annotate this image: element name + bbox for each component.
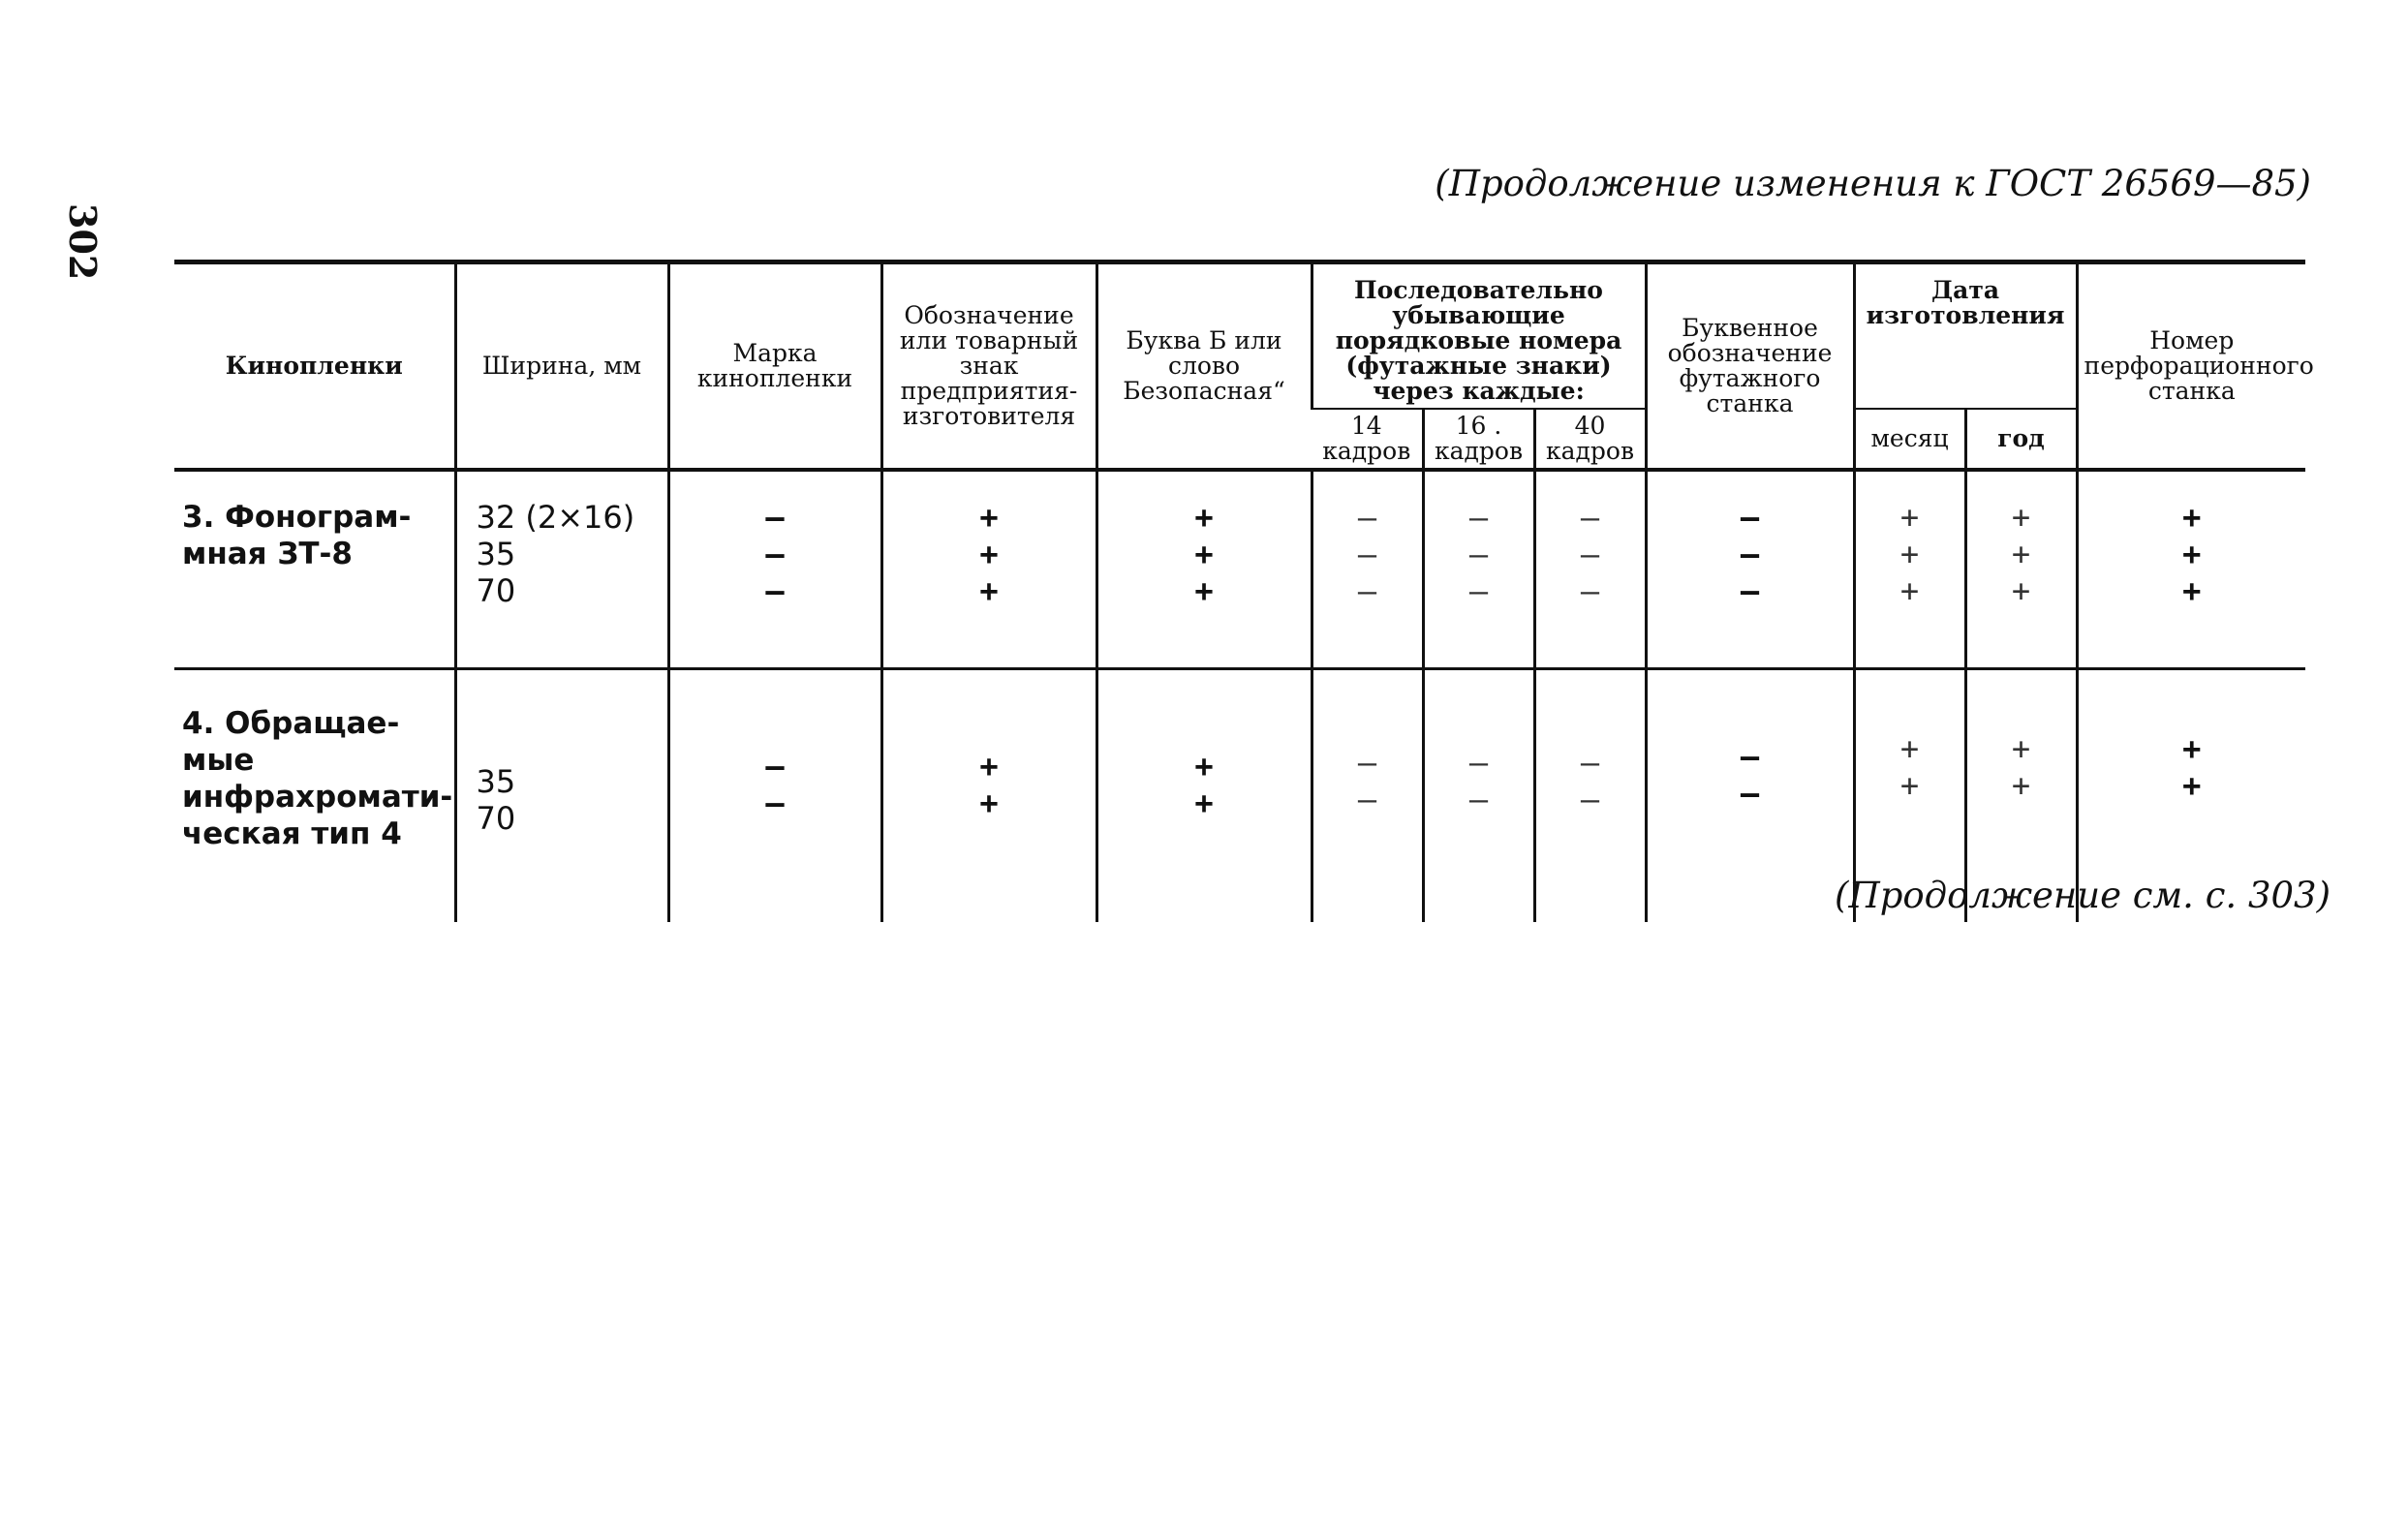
plus-mark: + xyxy=(979,748,999,785)
dash-mark: — xyxy=(1357,536,1377,572)
header-frames-16: 16 . кадров xyxy=(1423,409,1534,470)
width-value: 35 xyxy=(476,536,516,572)
frames-16-cell xyxy=(1423,470,1534,669)
designation-cell xyxy=(881,470,1096,669)
dash-mark: — xyxy=(1468,536,1489,572)
width-cell xyxy=(455,470,668,669)
header-frames-40: 40 кадров xyxy=(1534,409,1646,470)
width-value: 70 xyxy=(476,800,516,837)
plus-mark: + xyxy=(1194,499,1214,536)
plus-mark: + xyxy=(1194,748,1214,785)
plus-mark: + xyxy=(1899,499,1920,536)
plus-mark: + xyxy=(1194,785,1214,821)
dash-mark: — xyxy=(1740,572,1760,609)
plus-mark: + xyxy=(979,499,999,536)
dash-mark: — xyxy=(1740,499,1760,536)
frames-14-cell xyxy=(1312,669,1423,923)
dash-mark: — xyxy=(1468,572,1489,609)
header-sequential-numbers: Последовательно убывающие порядковые номера (футажные знаки) через каждые: xyxy=(1312,262,1646,410)
dash-mark: — xyxy=(1740,775,1760,812)
film-name-line: 4. Обращае- xyxy=(182,706,400,741)
dash-mark: — xyxy=(765,536,785,572)
width-value: 70 xyxy=(476,572,516,609)
designation-cell xyxy=(881,669,1096,923)
dash-mark: — xyxy=(765,785,785,821)
plus-mark: + xyxy=(2182,767,2202,804)
header-perforation-number: Номер перфорационного станка xyxy=(2077,262,2305,471)
dash-mark: — xyxy=(1357,781,1377,817)
header-frames-14: 14 кадров xyxy=(1312,409,1423,470)
year-cell xyxy=(1965,470,2077,669)
dash-mark: — xyxy=(1357,499,1377,536)
dash-mark: — xyxy=(1580,744,1600,781)
letter-designation-cell xyxy=(1646,669,1854,923)
specification-table xyxy=(174,260,2314,922)
dash-mark: — xyxy=(765,572,785,609)
table-header xyxy=(174,262,2314,471)
plus-mark: + xyxy=(2011,572,2031,609)
plus-mark: + xyxy=(1194,536,1214,572)
dash-mark: — xyxy=(765,748,785,785)
width-value: 32 (2×16) xyxy=(476,499,635,536)
dash-mark: — xyxy=(1580,781,1600,817)
header-brand: Марка кинопленки xyxy=(668,262,881,471)
dash-mark: — xyxy=(1580,572,1600,609)
plus-mark: + xyxy=(2011,767,2031,804)
header-designation: Обозначение или товарный знак предприятия-изготовителя xyxy=(881,262,1096,471)
dash-mark: — xyxy=(1580,499,1600,536)
header-width: Ширина, мм xyxy=(455,262,668,471)
page-number: 302 xyxy=(61,203,105,281)
dash-mark: — xyxy=(1468,499,1489,536)
frames-14-cell xyxy=(1312,470,1423,669)
film-name-line: мная ЗТ-8 xyxy=(182,537,353,571)
dash-mark: — xyxy=(1357,572,1377,609)
plus-mark: + xyxy=(2011,730,2031,767)
plus-mark: + xyxy=(2182,572,2202,609)
brand-cell xyxy=(668,470,881,669)
plus-mark: + xyxy=(979,536,999,572)
letter-b-cell xyxy=(1096,669,1312,923)
plus-mark: + xyxy=(1899,767,1920,804)
film-name-cell xyxy=(174,470,455,669)
letter-b-cell xyxy=(1096,470,1312,669)
header-letter-designation: Буквенное обозначение футажного станка xyxy=(1646,262,1854,471)
plus-mark: + xyxy=(2182,499,2202,536)
brand-cell xyxy=(668,669,881,923)
header-films: Кинопленки xyxy=(174,262,455,471)
plus-mark: + xyxy=(2182,536,2202,572)
plus-mark: + xyxy=(1899,730,1920,767)
plus-mark: + xyxy=(2011,536,2031,572)
dash-mark: — xyxy=(1357,744,1377,781)
film-name-cell xyxy=(174,669,455,923)
dash-mark: — xyxy=(1468,744,1489,781)
dash-mark: — xyxy=(1468,781,1489,817)
plus-mark: + xyxy=(2011,499,2031,536)
width-value: 35 xyxy=(476,763,516,800)
dash-mark: — xyxy=(1740,738,1760,775)
plus-mark: + xyxy=(1899,572,1920,609)
header-year: год xyxy=(1965,409,2077,470)
header-date: Дата изготовления xyxy=(1854,262,2077,410)
header-month: месяц xyxy=(1854,409,1965,470)
header-letter-b: Буква Б или слово Безопасная“ xyxy=(1096,262,1312,471)
plus-mark: + xyxy=(979,785,999,821)
letter-designation-cell xyxy=(1646,470,1854,669)
plus-mark: + xyxy=(1899,536,1920,572)
table-body xyxy=(174,470,2305,922)
footer-note: (Продолжение см. с. 303) xyxy=(1835,875,2331,916)
month-cell xyxy=(1854,470,1965,669)
plus-mark: + xyxy=(979,572,999,609)
frames-40-cell xyxy=(1534,470,1646,669)
film-name-line: 3. Фонограм- xyxy=(182,500,412,535)
frames-40-cell xyxy=(1534,669,1646,923)
plus-mark: + xyxy=(1194,572,1214,609)
plus-mark: + xyxy=(2182,730,2202,767)
table-row xyxy=(174,470,2305,669)
film-name-line: инфрахромати- xyxy=(182,780,453,815)
film-name-line: мые xyxy=(182,743,255,778)
width-cell xyxy=(455,669,668,923)
film-name-line: ческая тип 4 xyxy=(182,816,402,851)
frames-16-cell xyxy=(1423,669,1534,923)
dash-mark: — xyxy=(1740,536,1760,572)
dash-mark: — xyxy=(1580,536,1600,572)
perforation-number-cell xyxy=(2077,470,2305,669)
dash-mark: — xyxy=(765,499,785,536)
header-note: (Продолжение изменения к ГОСТ 26569—85) xyxy=(1435,163,2311,204)
